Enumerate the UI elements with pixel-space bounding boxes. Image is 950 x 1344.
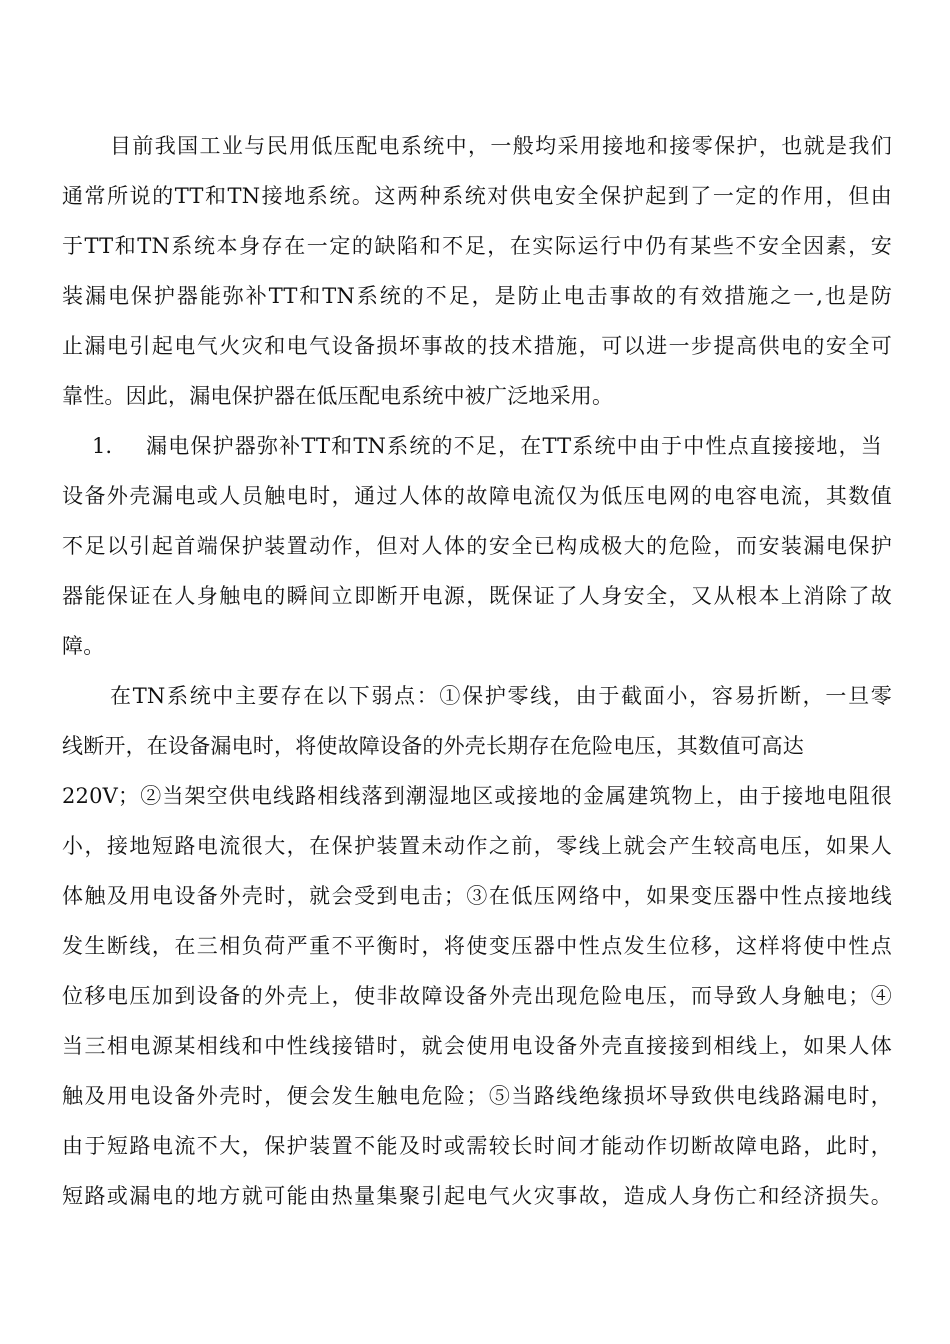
text-line: 目前我国工业与民用低压配电系统中，一般均采用接地和接零保护，也就是我们 [110, 134, 892, 158]
text-line: 发生断线，在三相负荷严重不平衡时，将使变压器中性点发生位移，这样将使中性点 [62, 934, 892, 958]
text-line: 在TN系统中主要存在以下弱点：①保护零线，由于截面小，容易折断，一旦零 [110, 684, 892, 708]
text-line: 通常所说的TT和TN接地系统。这两种系统对供电安全保护起到了一定的作用，但由 [62, 184, 892, 208]
text-line: 位移电压加到设备的外壳上，使非故障设备外壳出现危险电压，而导致人身触电；④ [62, 984, 892, 1008]
list-number: 1. [92, 434, 113, 458]
text-line: 220V；②当架空供电线路相线落到潮湿地区或接地的金属建筑物上，由于接地电阻很 [62, 784, 892, 808]
text-line: 器能保证在人身触电的瞬间立即断开电源，既保证了人身安全，又从根本上消除了故 [62, 584, 892, 608]
text-line: 线断开，在设备漏电时，将使故障设备的外壳长期存在危险电压，其数值可高达 [62, 734, 804, 758]
text-line: 由于短路电流不大，保护装置不能及时或需较长时间才能动作切断故障电路，此时， [62, 1134, 892, 1158]
text-line: 触及用电设备外壳时，便会发生触电危险；⑤当路线绝缘损坏导致供电线路漏电时， [62, 1084, 892, 1108]
text-line: 于TT和TN系统本身存在一定的缺陷和不足，在实际运行中仍有某些不安全因素，安 [62, 234, 892, 258]
text-line: 靠性。因此，漏电保护器在低压配电系统中被广泛地采用。 [62, 384, 614, 408]
text-line: 体触及用电设备外壳时，就会受到电击；③在低压网络中，如果变压器中性点接地线 [62, 884, 892, 908]
text-line: 漏电保护器弥补TT和TN系统的不足，在TT系统中由于中性点直接接地，当 [146, 434, 882, 458]
text-line: 不足以引起首端保护装置动作，但对人体的安全已构成极大的危险，而安装漏电保护 [62, 534, 892, 558]
text-line: 小，接地短路电流很大，在保护装置未动作之前，零线上就会产生较高电压，如果人 [62, 834, 892, 858]
text-line: 装漏电保护器能弥补TT和TN系统的不足，是防止电击事故的有效措施之一,也是防 [62, 284, 892, 308]
text-line: 止漏电引起电气火灾和电气设备损坏事故的技术措施，可以进一步提高供电的安全可 [62, 334, 892, 358]
text-line: 障。 [62, 634, 105, 658]
text-line: 设备外壳漏电或人员触电时，通过人体的故障电流仅为低压电网的电容电流，其数值 [62, 484, 892, 508]
text-line: 当三相电源某相线和中性线接错时，就会使用电设备外壳直接接到相线上，如果人体 [62, 1034, 892, 1058]
text-line: 短路或漏电的地方就可能由热量集聚引起电气火灾事故，造成人身伤亡和经济损失。 [62, 1184, 892, 1208]
